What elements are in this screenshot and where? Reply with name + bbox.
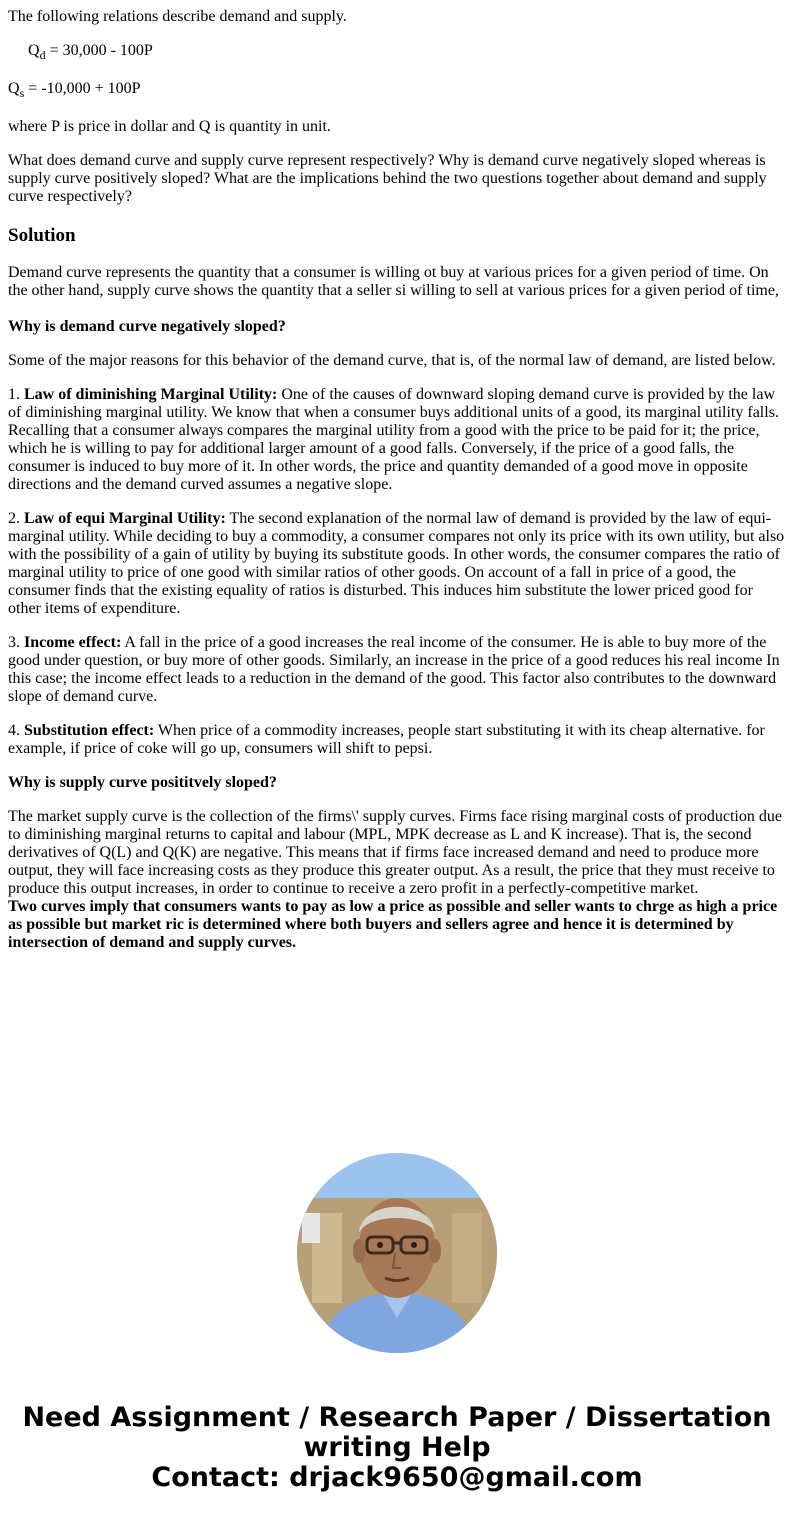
supply-equation [8, 80, 141, 98]
demand-symbol: Q [28, 42, 40, 59]
demand-expression: = 30,000 - 100P [45, 42, 153, 59]
demand-slope-heading: Why is demand curve negatively sloped? [8, 318, 286, 335]
author-avatar [297, 1153, 497, 1353]
question-intro: The following relations describe demand and supply. [8, 8, 347, 25]
promo-contact: Contact: drjack9650@gmail.com [151, 1462, 643, 1493]
reason-number: 3. [8, 634, 24, 651]
supply-subscript: s [19, 86, 25, 100]
reason-number: 1. [8, 386, 24, 403]
demand-subscript: d [39, 48, 46, 62]
demand-equation [28, 42, 153, 60]
variable-definition: where P is price in dollar and Q is quantity in unit. [8, 118, 331, 135]
supply-slope-text: The market supply curve is the collection of the firms\' supply curves. Firms face rising marginal costs of production due to diminishing marginal returns to capital and labour (MPL, MPK decrease as L and K increase). That is, the second derivatives of Q(L) and Q(K) are negative. This means that if firms face increased demand and need to produce more output, they will face increasing costs as they produce this greater output. As a result, the price that they must receive to produce this output increases, in order to continue to receive a zero profit in a perfectly-competitive market. [8, 808, 782, 897]
supply-expression: = -10,000 + 100P [24, 80, 141, 97]
reason-number: 4. [8, 722, 24, 739]
question-text: What does demand curve and supply curve represent respectively? Why is demand curve negatively sloped whereas is supply curve positively sloped? What are the implications behind the two questions together about demand and supply curve respectively? [8, 152, 767, 205]
reason-number: 2. [8, 510, 24, 527]
author-photo-icon [297, 1153, 497, 1353]
reason-item [8, 722, 786, 758]
solution-intro: Demand curve represents the quantity that a consumer is willing ot buy at various prices for a given period of time. On the other hand, supply curve shows the quantity that a seller si willing to sell at various prices for a given period of time, [8, 264, 779, 299]
reason-text: A fall in the price of a good increases the real income of the consumer. He is able to buy more of the good under question, or buy more of other goods. Similarly, an increase in the price of a good reduces his real income In this case; the income effect leads to a reduction in the demand of the good. This factor also contributes to the downward slope of demand curve. [8, 634, 780, 705]
reason-item [8, 386, 786, 494]
solution-heading: Solution [8, 225, 76, 246]
reason-item [8, 634, 786, 706]
conclusion-text: Two curves imply that consumers wants to pay as low a price as possible and seller wants to chrge as high a price as possible but market ric is determined where both buyers and sellers agree and hence it is determined by intersection of demand and supply curves. [8, 898, 778, 951]
reason-title: Law of diminishing Marginal Utility: [24, 386, 278, 403]
reason-text: When price of a commodity increases, people start substituting it with its cheap alternative. for example, if price of coke will go up, consumers will shift to pepsi. [8, 722, 765, 757]
supply-symbol: Q [8, 80, 20, 97]
promo-banner [0, 1403, 794, 1493]
reason-title: Income effect: [24, 634, 122, 651]
reason-text: The second explanation of the normal law of demand is provided by the law of equi-marginal utility. While deciding to buy a commodity, a consumer compares not only its price with its own utility, but also with the possibility of a gain of utility by buying its substitute goods. In other words, the consumer compares the ratio of marginal utility to price of one good with similar ratios of other goods. On account of a fall in price of a good, the consumer finds that the existing equality of ratios is disturbed. This induces him substitute the lower priced good for other items of expenditure. [8, 510, 785, 617]
supply-slope-heading: Why is supply curve posititvely sloped? [8, 774, 277, 791]
reason-title: Substitution effect: [24, 722, 155, 739]
demand-slope-intro: Some of the major reasons for this behavior of the demand curve, that is, of the normal law of demand, are listed below. [8, 352, 776, 369]
promo-line: Need Assignment / Research Paper / Dissertation [22, 1402, 772, 1433]
reason-title: Law of equi Marginal Utility: [24, 510, 226, 527]
promo-line: writing Help [303, 1432, 491, 1463]
reason-item [8, 510, 786, 618]
reason-text: One of the causes of downward sloping demand curve is provided by the law of diminishing marginal utility. We know that when a consumer buys additional units of a good, its marginal utility falls. Recalling that a consumer always compares the marginal utility from a good with the price to be paid for it; the price, which he is willing to pay for additional larger amount of a good falls. Conversely, if the price of a good falls, the consumer is induced to buy more of it. In other words, the price and quantity demanded of a good move in opposite directions and the demand curved assumes a negative slope. [8, 386, 779, 493]
